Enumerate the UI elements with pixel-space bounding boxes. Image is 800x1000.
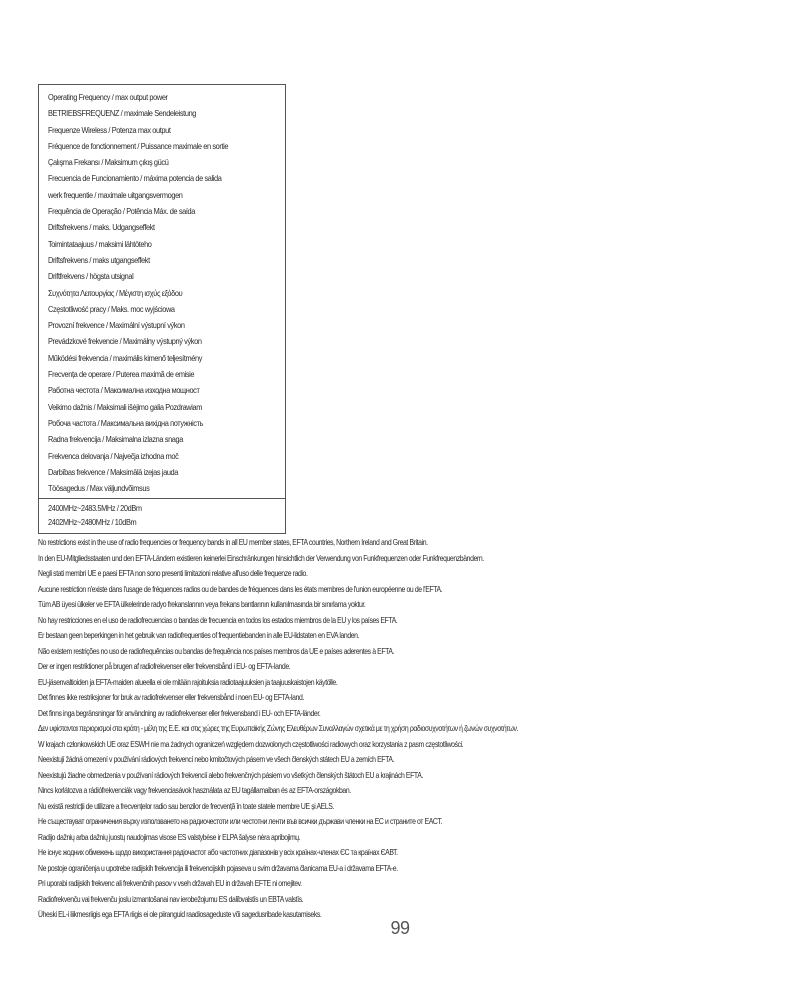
radio-restriction-notice (38, 535, 758, 923)
frequency-label-line: werk frequentie / maximale uitgangsvermogen (48, 189, 183, 200)
frequency-label-line: Radna frekvencija / Maksimalna izlazna snaga (48, 434, 183, 445)
frequency-label-line: Работна честота / Максимална изходна мощност (48, 385, 200, 396)
frequency-value-line: 2400MHz~2483.5MHz / 20dBm (48, 503, 142, 514)
frequency-label-line: BETRIEBSFREQUENZ / maximale Sendeleistung (48, 108, 197, 119)
notice-line: Det finns inga begränsningar för användning av radiofrekvenser eller frekvensband i EU- och EFTA-länder. (38, 707, 321, 718)
frequency-label-line: Frecvența de operare / Puterea maximă de emisie (48, 369, 195, 380)
frequency-label-line: Częstotliwość pracy / Maks. moc wyjściowa (48, 303, 175, 314)
frequency-label-line: Darbības frekvence / Maksimālā izejas jauda (48, 466, 179, 477)
notice-line: Tüm AB üyesi ülkeler ve EFTA ülkelerinde radyo frekanslarının veya frekans bantlarının kullanılmasında bir sınırlama yoktur. (38, 599, 366, 609)
frequency-label-line: Fréquence de fonctionnement / Puissance maximale en sortie (48, 140, 229, 151)
frequency-value-line: 2402MHz~2480MHz / 10dBm (48, 517, 137, 528)
notice-line: Pri uporabi radijskih frekvenc ali frekvenčnih pasov v vseh državah EU in državah EFTE ni omejitev. (38, 878, 302, 888)
frequency-table-header (39, 85, 285, 499)
frequency-label-line: Driftfrekvens / högsta utsignal (48, 271, 134, 282)
notice-line: No hay restricciones en el uso de radiofrecuencias o bandas de frecuencia en todos los estados miembros de la EU y los países EFTA. (38, 614, 398, 625)
frequency-table (38, 84, 286, 534)
frequency-label-line: Driftsfrekvens / maks utgangseffekt (48, 254, 150, 265)
notice-line: W krajach członkowskich UE oraz ESWH nie ma żadnych ograniczeń względem dozwolonych częstotliwości radiowych oraz korzystania z pasm częstotliwości. (38, 738, 464, 749)
notice-line: Δεν υφίστανται περιορισμοί στα κράτη - μέλη της Ε.Ε. και στις χώρες της Ευρωπαϊκής Ζώνης Ελευθέρων Συναλλαγών σχετικά με τη χρήση ραδιοσυχνοτήτων ή ζωνών συχνοτήτων. (38, 723, 519, 733)
notice-line: Não existem restrições no uso de radiofrequências ou bandas de frequência nos países membros da UE e países aderentes à EFTA. (38, 645, 395, 656)
frequency-label-line: Çalışma Frekansı / Maksimum çıkış gücü (48, 157, 169, 168)
notice-line: Nu există restricții de utilizare a frecvențelor radio sau benzilor de frecvență în toate statele membre UE și AELS. (38, 800, 334, 811)
notice-line: Ne postoje ograničenja u upotrebe radijskih frekvencija ili frekvencijskih pojaseva u svim državama članicama EU-a i državama EFTA-e. (38, 862, 398, 873)
notice-line: Aucune restriction n'existe dans l'usage de fréquences radios ou de bandes de fréquences dans les états membres de l'union européenne ou de l'EFTA. (38, 583, 443, 594)
notice-line: Üheski EL-i liikmesriigis ega EFTA riigis ei ole piiranguid raadiosageduste või sagedusribade kasutamiseks. (38, 909, 322, 919)
notice-line: Er bestaan geen beperkingen in het gebruik van radiofrequenties of frequentiebanden in alle EU-lidstaten en EVA landen. (38, 630, 360, 640)
notice-line: Det finnes ikke restriksjoner for bruk av radiofrekvenser eller frekvensbånd i noen EU- og EFTA-land. (38, 692, 304, 702)
frequency-label-line: Frequência de Operação / Potência Máx. de saída (48, 206, 195, 217)
page-number: 99 (390, 918, 410, 938)
notice-line: EU-jäsenvaltioiden ja EFTA-maiden alueella ei ole mitään rajoituksia radiotaajuuksien ja taajuuskaistojen käytölle. (38, 676, 338, 687)
notice-line: Neexistují žádná omezení v používání rádiových frekvencí nebo kmitočtových pásem ve všech členských státech EU a zemích EFTA. (38, 754, 395, 764)
frequency-label-line: Driftsfrekvens / maks. Udgangseffekt (48, 222, 155, 233)
frequency-table-values (39, 499, 285, 532)
frequency-label-line: Συχνότητα Λειτουργίας / Μέγιστη ισχύς εξόδου (48, 287, 183, 298)
notice-line: Radiofrekvenču vai frekvenču joslu izmantošanai nav ierobežojumu ES dalībvalstīs un EBTA valstīs. (38, 893, 304, 904)
frequency-label-line: Frekvenca delovanja / Največja izhodna moč (48, 450, 179, 461)
notice-line: Nincs korlátozva a rádiófrekvenciák vagy frekvenciasávok használata az EU tagállamaiban és az EFTA-országokban. (38, 785, 351, 795)
frequency-label-line: Frequenze Wireless / Potenza max output (48, 124, 171, 135)
frequency-label-line: Робоча частота / Максимальна вихідна потужність (48, 417, 204, 428)
notice-line: Не існує жодних обмежень щодо використання радіочастот або частотних діапазонів у всіх країнах-членах ЄС та країнах ЄАВТ. (38, 847, 398, 857)
frequency-label-line: Működési frekvencia / maximális kimenő teljesítmény (48, 352, 203, 363)
notice-line: Negli stati membri UE e paesi EFTA non sono presenti limitazioni relative all'uso delle frequenze radio. (38, 568, 308, 578)
frequency-label-line: Prevádzkové frekvencie / Maximálny výstupný výkon (48, 336, 202, 347)
frequency-label-line: Provozní frekvence / Maximální výstupní výkon (48, 320, 185, 331)
notice-line: No restrictions exist in the use of radio frequencies or frequency bands in all EU member states, EFTA countries, Northern Ireland and Great Britain. (38, 537, 428, 547)
notice-line: Der er ingen restriktioner på brugen af radiofrekvenser eller frekvensbånd i EU- og EFTA-lande. (38, 661, 291, 671)
frequency-label-line: Operating Frequency / max output power (48, 92, 168, 102)
frequency-label-line: Veikimo dažnis / Maksimali išėjimo galia Pozdrawiam (48, 401, 203, 412)
notice-line: Neexistujú žiadne obmedzenia v používaní rádiových frekvencií alebo frekvenčných pásiem vo všetkých členských štátoch EU a krajinách EFTA. (38, 769, 423, 780)
frequency-label-line: Töösagedus / Max väljundvõimsus (48, 483, 150, 494)
frequency-label-line: Frecuencia de Funcionamiento / máxima potencia de salida (48, 173, 222, 184)
notice-line: Radijo dažnių arba dažnių juostų naudojimas visose ES valstybėse ir ELPA šalyse nėra apribojimų. (38, 831, 301, 842)
notice-line: Не съществуват ограничения върху използването на радиочестоти или честотни ленти във всички държави членки на ЕС и страните от EACT. (38, 816, 443, 826)
frequency-label-line: Toimintataajuus / maksimi lähtöteho (48, 238, 152, 249)
notice-line: In den EU-Mitgliedsstaaten und den EFTA-Ländern existieren keinerlei Einschränkungen hinsichtlich der Verwendung von Funkfrequenzen oder Funkfrequenzbändern. (38, 552, 484, 563)
